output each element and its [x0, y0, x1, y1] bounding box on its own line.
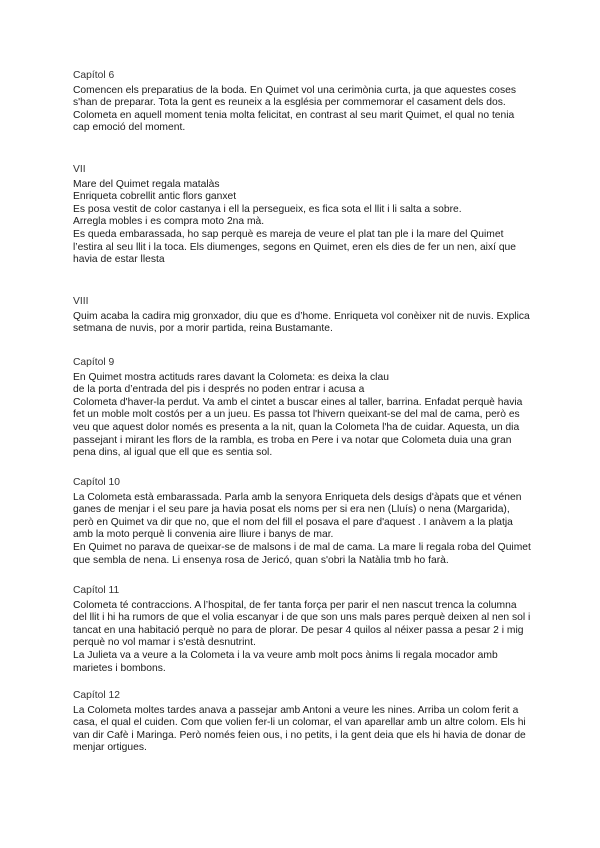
section-chapter-6 — [73, 70, 531, 135]
section-heading: Capítol 10 — [73, 477, 120, 488]
paragraph: Colometa d'haver-la perdut. Va amb el cintet a buscar eines al taller, barrina. Enfadat perquè havia fet un moble molt costós per a un jueu. Es passa tot l'hivern queixant-se del mal de cama, però es veu que aquest dolor només es presenta a la nit, quan la Colometa l'ha de cuidar. Aquesta, un dia passejant i mirant les flors de la rambla, es troba en Pere i va notar que Colometa duia una gran pena dins, al igual que ell que es sentia sol. — [73, 396, 523, 459]
section-chapter-11 — [73, 585, 531, 675]
section-chapter-12 — [73, 690, 531, 755]
section-heading: Capítol 6 — [73, 70, 115, 81]
paragraph: Mare del Quimet regala matalàs — [73, 178, 220, 190]
section-heading: VIII — [73, 296, 89, 307]
paragraph: La Colometa està embarassada. Parla amb la senyora Enriqueta dels desigs d'àpats que et vénen ganes de menjar i el seu pare ja havia posat els noms per si era nen (Lluís) o nena (Margarida), però en Quimet va dir que no, que el nom del fill el posava el pare d'aquest . I anàvem a la platja amb la moto perquè li convenia aire lliure i banys de mar. — [73, 491, 522, 541]
paragraph: Es queda embarassada, ho sap perquè es mareja de veure el plat tan ple i la mare del Quimet l’estira al seu llit i la toca. Els diumenges, segons en Quimet, eren els dies de fer un nen, així que havia de estar llesta — [73, 228, 517, 266]
paragraph: Arregla mobles i es compra moto 2na mà. — [73, 216, 265, 228]
section-heading: Capítol 11 — [73, 585, 120, 596]
section-heading: VII — [73, 164, 86, 175]
section-chapter-viii — [73, 296, 531, 336]
section-chapter-vii — [73, 164, 531, 267]
section-heading: Capítol 9 — [73, 357, 115, 368]
paragraph: La Julieta va a veure a la Colometa i la va veure amb molt pocs ànims li regala mocador amb marietes i bombons. — [73, 649, 498, 674]
paragraph: Colometa en aquell moment tenia molta felicitat, en contrast al seu marit Quimet, el qual no tenia cap emoció del moment. — [73, 109, 515, 134]
paragraph: Comencen els preparatius de la boda. En Quimet vol una cerimònia curta, ja que aquestes coses s'han de preparar. Tota la gent es reuneix a la església per commemorar el casament dels dos. — [73, 84, 517, 109]
paragraph: La Colometa moltes tardes anava a passejar amb Antoni a veure les nines. Arriba un colom ferit a casa, el qual el cuiden. Com que volien fer-li un colomar, el van aparellar amb un altre colom. Els hi van dir Cafè i Maringa. Però només feien ous, i no petits, i la gent deia que els hi havia de donar de menjar ortigues. — [73, 704, 526, 754]
paragraph: Colometa té contraccions. A l’hospital, de fer tanta força per parir el nen nascut trenca la columna del llit i hi ha rumors de que el volia escanyar i de que son uns mals pares perquè deixen al nen sol i tancat en una habitació perquè no para de plorar. De pesar 4 quilos al néixer passa a pesar 2 i mig perquè no vol mamar i s'està desnutrint. — [73, 599, 531, 649]
section-chapter-9 — [73, 357, 531, 460]
section-chapter-10 — [73, 477, 531, 567]
section-heading: Capítol 12 — [73, 690, 120, 701]
paragraph: Enriqueta cobrellit antic flors ganxet — [73, 191, 237, 203]
paragraph: Es posa vestit de color castanya i ell la persegueix, es fica sota el llit i li salta a sobre. — [73, 203, 462, 215]
paragraph: de la porta d’entrada del pis i després no poden entrar i acusa a — [73, 384, 365, 396]
paragraph: En Quimet mostra actituds rares davant la Colometa: es deixa la clau — [73, 371, 389, 383]
paragraph: Quim acaba la cadira mig gronxador, diu que es d’home. Enriqueta vol conèixer nit de nuvis. Explica setmana de nuvis, por a morir partida, reina Bustamante. — [73, 310, 530, 335]
paragraph: En Quimet no parava de queixar-se de malsons i de mal de cama. La mare li regala roba del Quimet que sembla de nena. Li ensenya rosa de Jericó, quan s'obri la Natàlia tmb ho farà. — [73, 541, 531, 566]
